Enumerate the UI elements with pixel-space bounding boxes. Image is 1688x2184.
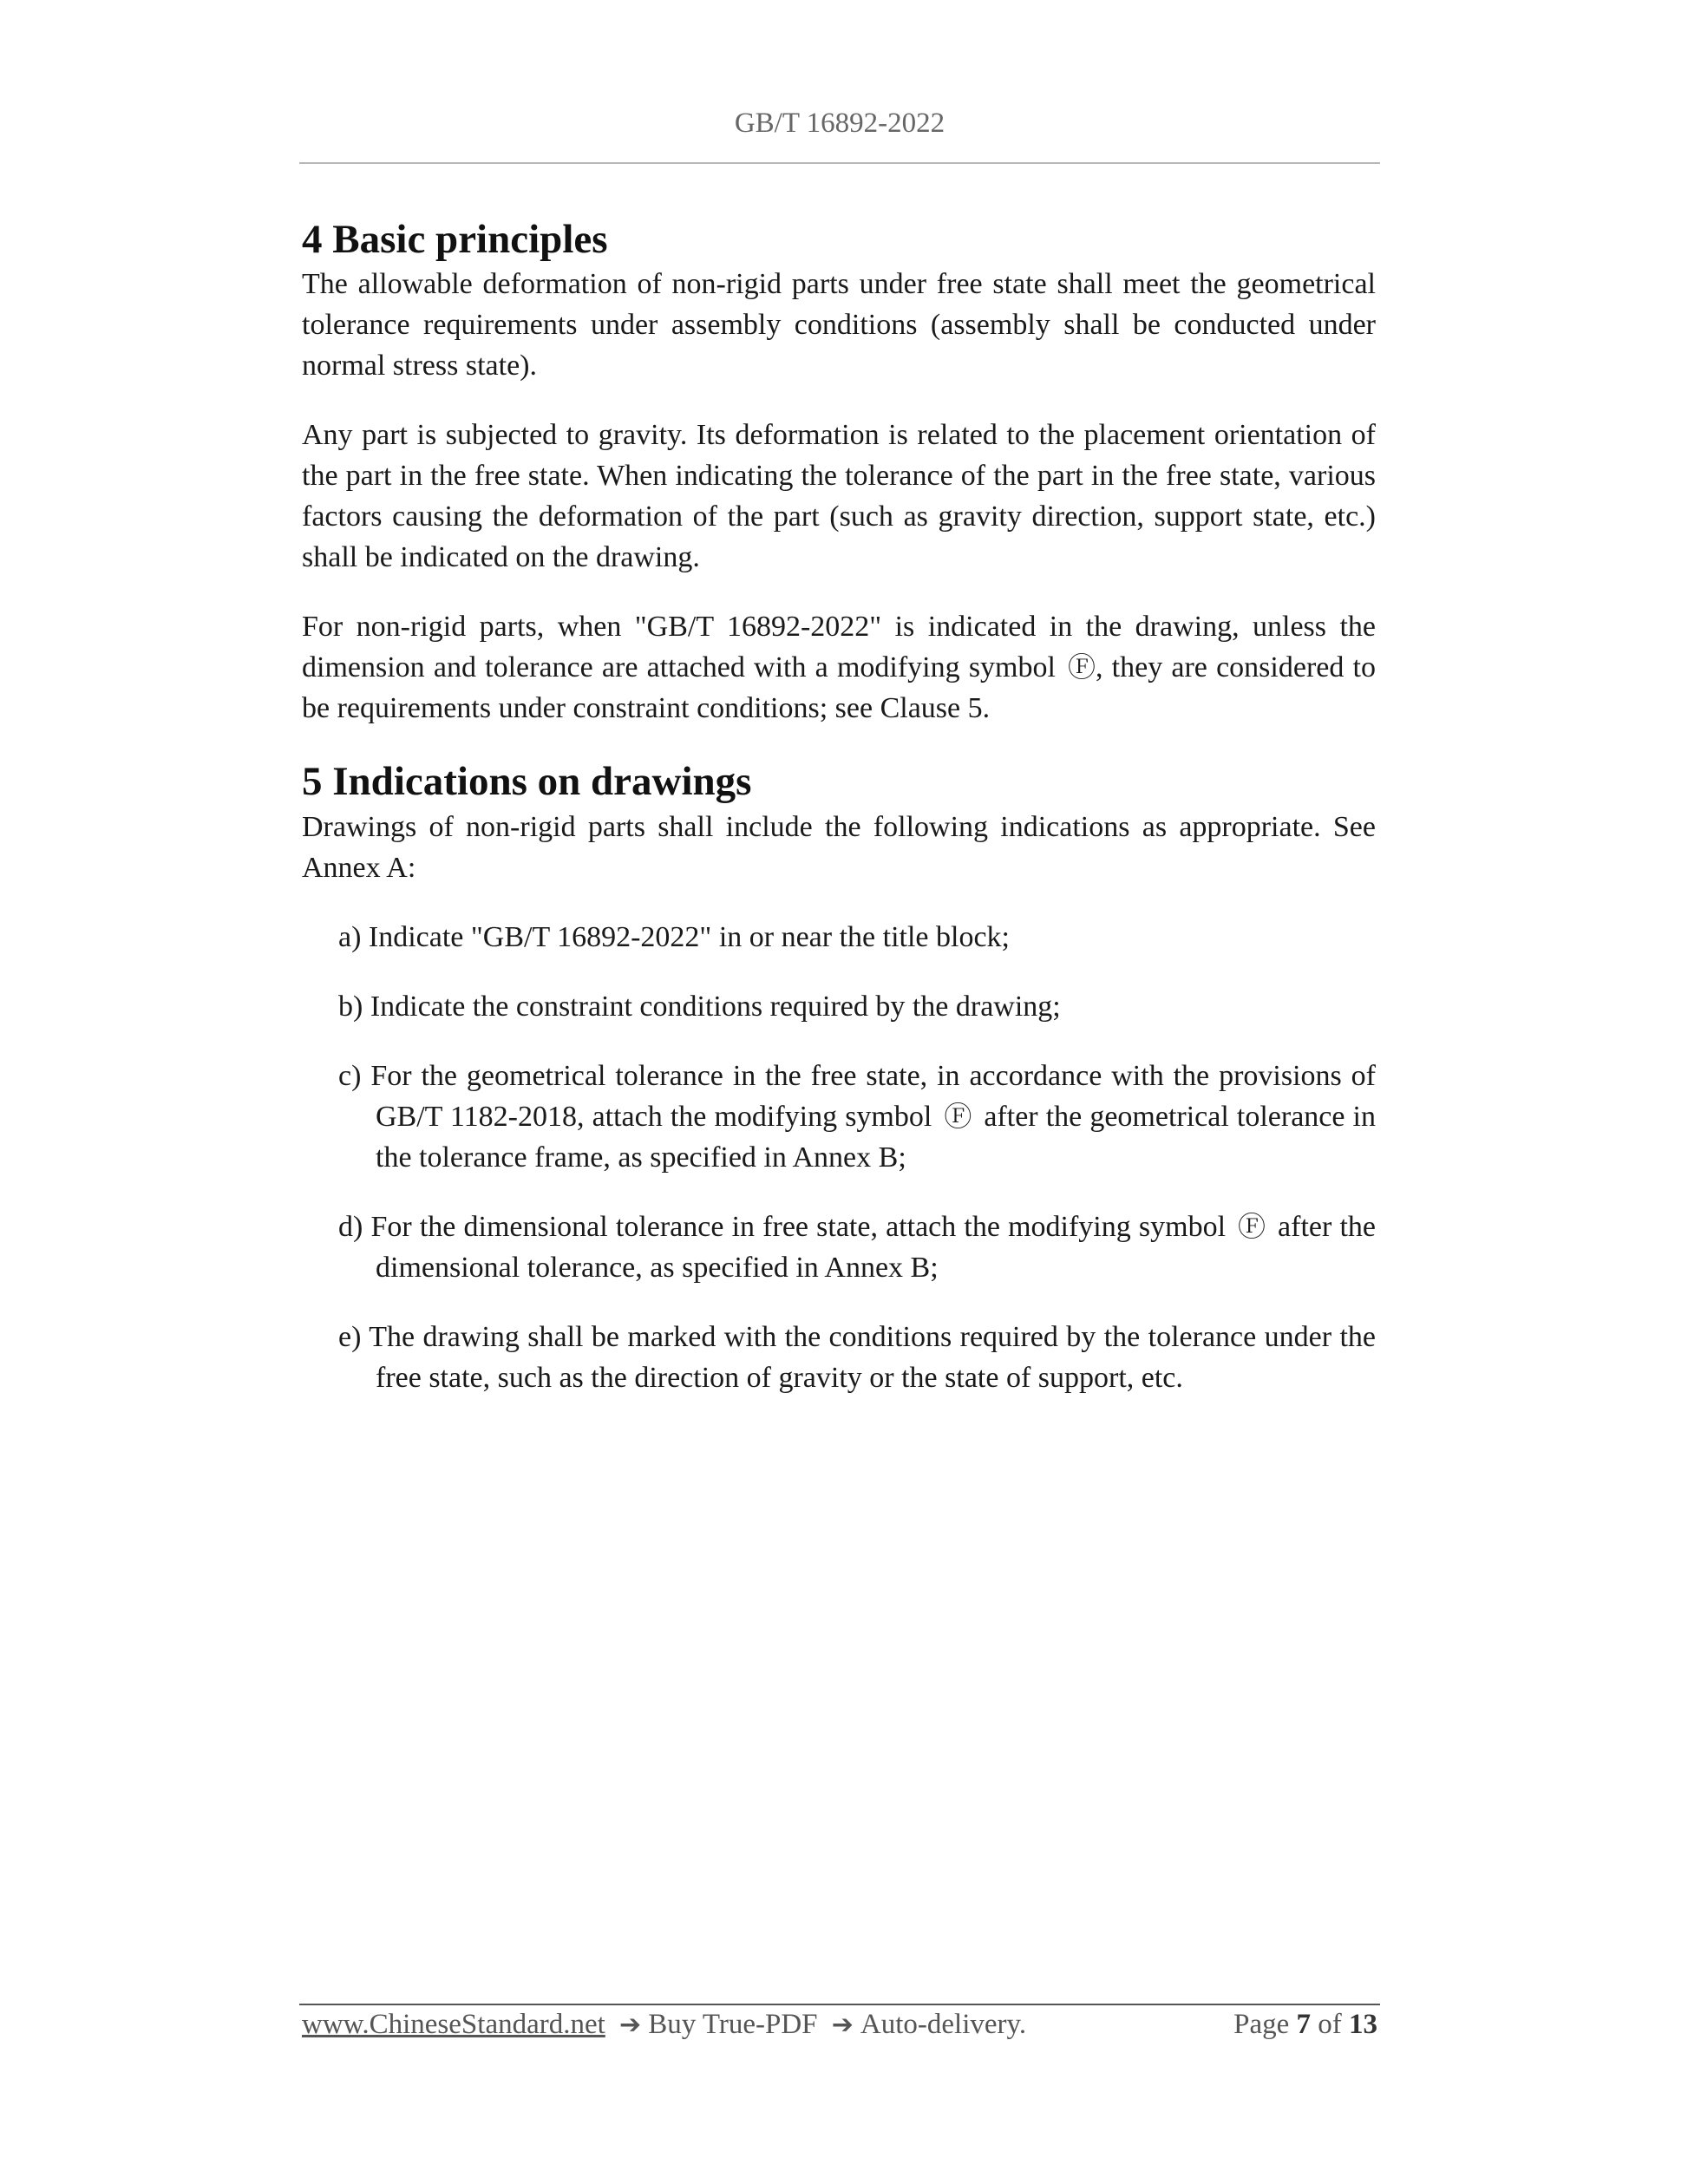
- free-state-symbol-icon: Ⓕ: [944, 1099, 972, 1133]
- page-of-label: of: [1318, 2009, 1342, 2040]
- free-state-symbol-icon: Ⓕ: [1238, 1209, 1266, 1243]
- arrow-right-icon: ➔: [831, 2010, 854, 2040]
- list-item-c: [302, 1056, 1376, 1178]
- list-item-a: a) Indicate "GB/T 16892-2022" in or near the title block;: [338, 920, 1010, 953]
- footer-left: [302, 2009, 1026, 2041]
- footer-buy-text: Buy True-PDF: [648, 2009, 818, 2040]
- footer-divider: [299, 2004, 1380, 2005]
- item-d-text-after: after the dimensional tolerance, as specified in Annex B;: [376, 1210, 1377, 1284]
- section-4-title: 4 Basic principles: [302, 217, 608, 262]
- paragraph-3-text-after: , they are considered to be requirements under constraint conditions; see Clause 5.: [302, 651, 1376, 725]
- indication-list: [302, 917, 1376, 1398]
- section-4-paragraph-1: The allowable deformation of non-rigid parts under free state shall meet the geometrical tolerance requirements under assembly conditions (assembly shall be conducted under normal stress state).: [302, 268, 1376, 383]
- page-content: [302, 215, 1376, 1427]
- item-d-text-before: d) For the dimensional tolerance in free state, attach the modifying symbol: [338, 1210, 1227, 1243]
- current-page: 7: [1296, 2009, 1311, 2040]
- paragraph-3-text-before: For non-rigid parts, when "GB/T 16892-2022" is indicated in the drawing, unless the dimension and tolerance are attached with a modifying symbol: [302, 611, 1376, 684]
- list-item-b: b) Indicate the constraint conditions required by the drawing;: [338, 990, 1061, 1023]
- page-label: Page: [1233, 2009, 1290, 2040]
- section-5-title: 5 Indications on drawings: [302, 759, 752, 805]
- section-5-intro: Drawings of non-rigid parts shall include the following indications as appropriate. See Annex A:: [302, 810, 1376, 884]
- footer-delivery-text: Auto-delivery.: [860, 2009, 1027, 2040]
- free-state-symbol-icon: Ⓕ: [1067, 651, 1096, 684]
- header-divider: [299, 162, 1380, 164]
- page-footer: [302, 2009, 1377, 2041]
- item-c-text-after: after the geometrical tolerance in the tolerance frame, as specified in Annex B;: [376, 1100, 1376, 1174]
- list-item-d: [302, 1206, 1376, 1288]
- item-c-text-before: c) For the geometrical tolerance in the free state, in accordance with the provisions of GB/T 1182-2018, attach the modifying symbol: [338, 1059, 1376, 1133]
- arrow-right-icon: ➔: [619, 2010, 642, 2040]
- section-4-paragraph-2: Any part is subjected to gravity. Its deformation is related to the placement orientation of the part in the free state. When indicating the tolerance of the part in the free state, various factors causing the deformation of the part (such as gravity direction, support state, etc.) shall be indicated on the drawing.: [302, 419, 1376, 574]
- page-header: GB/T 16892-2022: [734, 108, 945, 139]
- page-number: [1233, 2009, 1377, 2041]
- section-4-paragraph-3: [302, 606, 1376, 729]
- total-pages: 13: [1349, 2009, 1377, 2040]
- list-item-e: e) The drawing shall be marked with the conditions required by the tolerance under the free state, such as the direction of gravity or the state of support, etc.: [338, 1320, 1376, 1394]
- website-link[interactable]: www.ChineseStandard.net: [302, 2009, 605, 2040]
